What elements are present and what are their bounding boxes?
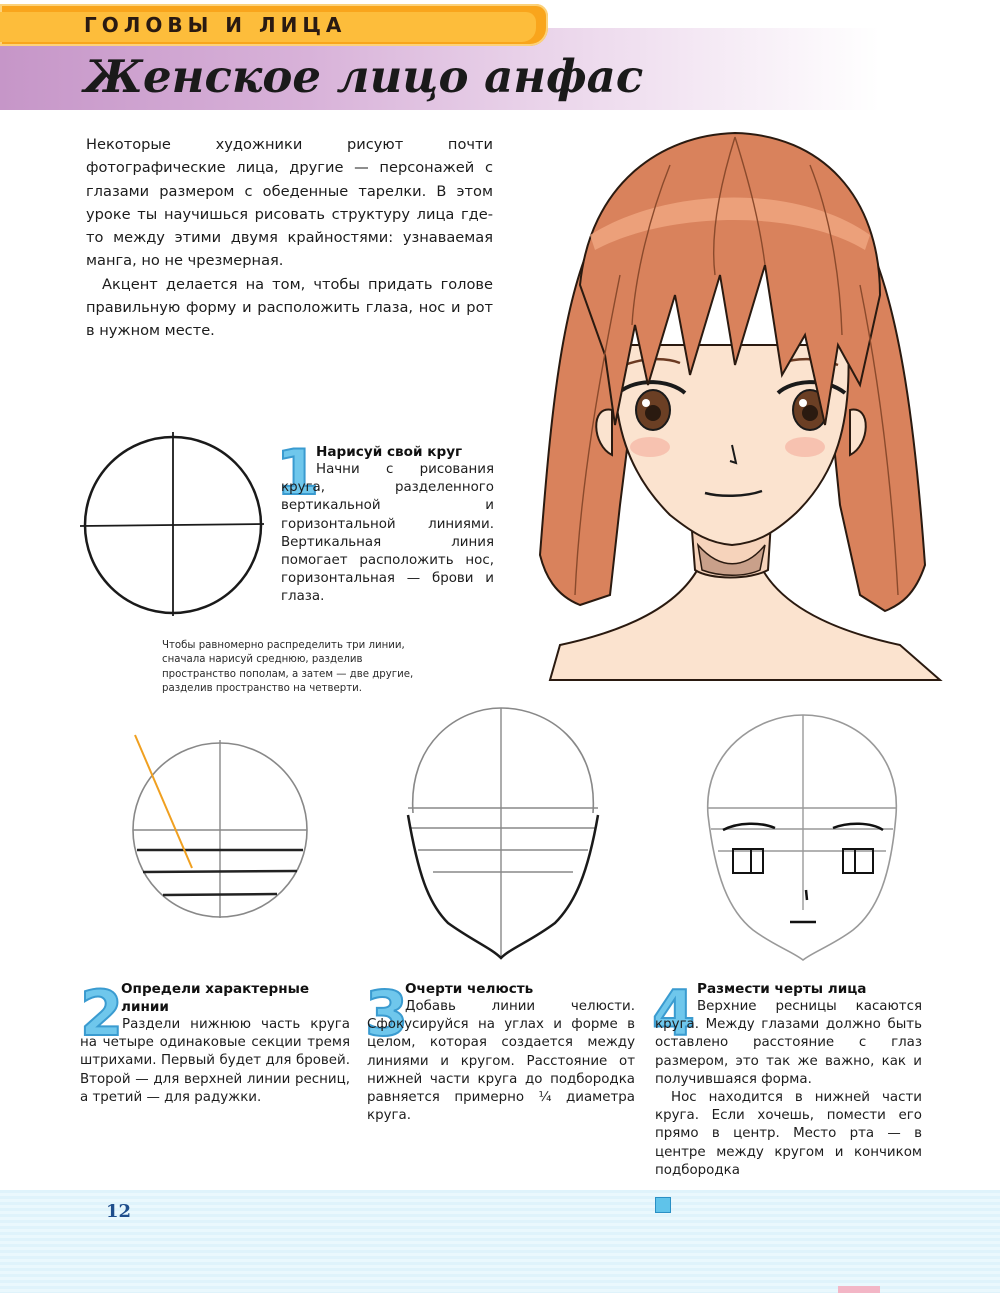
intro-paragraph-2: Акцент делается на том, чтобы придать голове правильную форму и расположить глаза, нос и рот в нужном месте. — [86, 275, 493, 340]
section-label: ГОЛОВЫ И ЛИЦА — [84, 13, 347, 37]
footer-band — [0, 1190, 1000, 1293]
step-number-3: 3 — [365, 977, 409, 1050]
step-number-4: 4 — [652, 977, 696, 1050]
step-text-2: Раздели нижнюю часть круга на четыре одинаковые секции тремя штрихами. Первый будет для бровей. Второй — для верхней линии ресниц, а третий — для радужки. — [80, 1017, 350, 1105]
pink-edge-marker — [838, 1286, 880, 1293]
intro-paragraph-1: Некоторые художники рисуют почти фотографические лица, другие — персонажей с глазами размером с обеденные тарелки. В этом уроке ты научишься рисовать структуру лица где-то между этими двумя крайностями: узнаваемая манга, но не чрезмерная. — [86, 136, 493, 270]
step-text-4b: Нос находится в нижней части круга. Если хочешь, помести его прямо в центр. Место рта — в центре между кругом и кончиком подбородка — [655, 1090, 922, 1178]
step4-features-diagram — [703, 710, 903, 970]
step-number-1: 1 — [276, 436, 320, 509]
step-text-1: Начни с рисования круга, разделенного вертикальной и горизонтальной линиями. Вертикальная линия помогает расположить нос, горизонтальная — брови и глаза. — [281, 462, 494, 605]
step-title-3: Очерти челюсть — [405, 981, 534, 997]
step-title-2: Определи характерные линии — [121, 981, 310, 1015]
step3-jaw-diagram — [403, 703, 603, 963]
step2-lines-diagram — [125, 730, 315, 920]
step-title-1: Нарисуй свой круг — [316, 444, 463, 460]
step-text-3: Добавь линии челюсти. Сфокусируйся на углах и форме в целом, которая создается между линиями и кругом. Расстояние от нижней части круга до подбородка равняется примерно ¼ диаметра круга. — [367, 999, 635, 1124]
tip-note: Чтобы равномерно распределить три линии, сначала нарисуй среднюю, разделив пространство пополам, а затем — две другие, разделив пространство на четверти. — [162, 640, 414, 694]
step-text-4: Верхние ресницы касаются круга. Между глазами должно быть оставлено расстояние с глаз размером, это так же важно, как и получившаяся форма. — [655, 999, 922, 1087]
step1-circle-diagram — [78, 430, 268, 620]
page-title: Женское лицо анфас — [84, 50, 644, 103]
manga-girl-illustration — [520, 125, 940, 680]
step-title-4: Размести черты лица — [697, 981, 867, 997]
blue-square-marker — [655, 1197, 671, 1213]
step-number-2: 2 — [80, 977, 124, 1050]
page-number: 12 — [106, 1201, 132, 1222]
intro-text — [86, 133, 493, 343]
